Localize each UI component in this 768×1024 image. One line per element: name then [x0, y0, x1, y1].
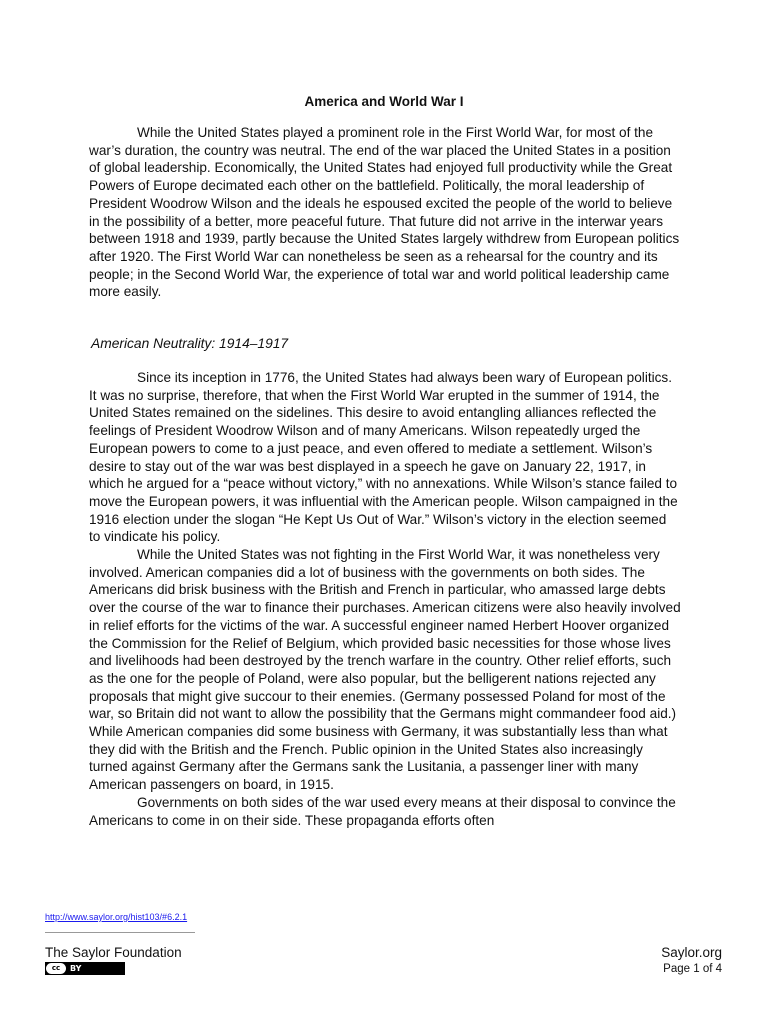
creative-commons-badge	[45, 962, 125, 975]
cc-icon: cc	[46, 963, 66, 974]
footer-foundation: The Saylor Foundation	[45, 945, 182, 960]
neutrality-section	[89, 369, 681, 829]
page-number: Page 1 of 4	[663, 963, 722, 975]
intro-section	[89, 124, 681, 301]
paragraph: Since its inception in 1776, the United States had always been wary of European politics. It was no surprise, therefore, that when the First World War erupted in the summer of 1914, the United States remained on the sidelines. This desire to avoid entangling alliances reflected the feelings of President Woodrow Wilson and of many Americans. Wilson repeatedly urged the European powers to come to a just peace, and even offered to mediate a settlement. Wilson’s desire to stay out of the war was best displayed in a speech he gave on January 22, 1917, in which he argued for a “peace without victory,” with no annexations. While Wilson’s stance failed to move the European powers, it was influential with the American people. Wilson campaigned in the 1916 election under the slogan “He Kept Us Out of War.” Wilson’s victory in the election seemed to vindicate his policy.	[89, 370, 678, 545]
document-title: America and World War I	[304, 94, 464, 109]
paragraph: Governments on both sides of the war used every means at their disposal to convince the Americans to come in on their side. These propaganda efforts often	[89, 794, 676, 828]
footer-divider	[45, 932, 195, 933]
source-link[interactable]: http://www.saylor.org/hist103/#6.2.1	[45, 912, 188, 922]
license-by-label: BY	[70, 964, 82, 973]
footer-site: Saylor.org	[661, 945, 722, 960]
section-heading: American Neutrality: 1914–1917	[91, 336, 289, 351]
paragraph: While the United States played a prominent role in the First World War, for most of the war’s duration, the country was neutral. The end of the war placed the United States in a position of global leadership. Economically, the United States had enjoyed full productivity while the Great Powers of Europe decimated each other on the battlefield. Politically, the moral leadership of President Woodrow Wilson and the ideals he espoused excited the people of the world to believe in the possibility of a better, more peaceful future. That future did not arrive in the interwar years between 1918 and 1939, partly because the United States largely withdrew from European politics after 1920. The First World War can nonetheless be seen as a rehearsal for the country and its people; in the Second World War, the experience of total war and world political leadership came more easily.	[89, 125, 680, 300]
paragraph: While the United States was not fighting in the First World War, it was nonetheless very involved. American companies did a lot of business with the governments on both sides. The Americans did brisk business with the British and French in particular, who amassed large debts over the course of the war to finance their purchases. American citizens were also heavily involved in relief efforts for the victims of the war. A successful engineer named Herbert Hoover organized the Commission for the Relief of Belgium, which provided basic necessities for those whose lives and livelihoods had been destroyed by the trench warfare in the country. Other relief efforts, such as the one for the people of Poland, were also popular, but the belligerent nations rejected any proposals that might give succour to their enemies. (Germany possessed Poland for most of the war, so Britain did not want to allow the possibility that the Germans might commandeer food aid.) While American companies did some business with Germany, it was substantially less than what they did with the British and the French. Public opinion in the United States also increasingly turned against Germany after the Germans sank the Lusitania, a passenger liner with many American passengers on board, in 1915.	[89, 547, 681, 793]
